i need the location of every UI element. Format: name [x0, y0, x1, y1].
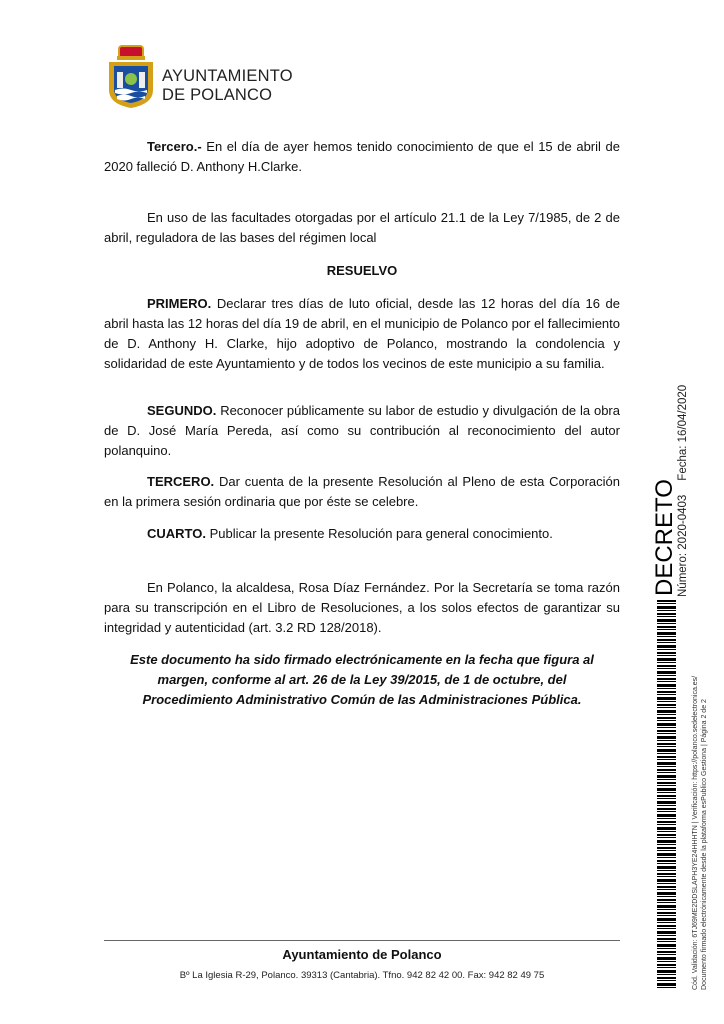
paragraph-facultades: En uso de las facultades otorgadas por el artículo 21.1 de la Ley 7/1985, de 2 de abril, reguladora de las bases del régimen local — [104, 210, 620, 245]
p3-bold: PRIMERO. — [147, 296, 212, 311]
p1-text: En el día de ayer hemos tenido conocimiento de que el 15 de abril de 2020 falleció D. Anthony H.Clarke. — [104, 139, 620, 174]
p4-text: Reconocer públicamente su labor de estudio y divulgación de la obra de D. José María Pereda, así como su contribución al reconocimiento del autor polanquino. — [104, 403, 620, 458]
decreto-number: Número: 2020-0403 — [677, 494, 689, 597]
p5-text: Dar cuenta de la presente Resolución al Pleno de esta Corporación en la primera sesión ordinaria que por éste se celebre. — [104, 474, 620, 509]
paragraph-firma: En Polanco, la alcaldesa, Rosa Díaz Fernández. Por la Secretaría se toma razón para su transcripción en el Libro de Resoluciones, a los solos efectos de garantizar su integridad y autenticidad (art. 3.2 RD 128/2018). — [104, 580, 620, 635]
p4-bold: SEGUNDO. — [147, 403, 217, 418]
logo-line1: AYUNTAMIENTO — [162, 67, 293, 85]
p5-bold: TERCERO. — [147, 474, 215, 489]
decreto-label: DECRETO — [651, 479, 678, 596]
decreto-date: Fecha: 16/04/2020 — [677, 384, 689, 481]
footer-divider — [104, 940, 620, 941]
footer-name: Ayuntamiento de Polanco — [282, 947, 442, 962]
logo-text — [162, 67, 293, 105]
paragraph-tercero-intro — [104, 137, 620, 177]
paragraph-tercero — [104, 472, 620, 512]
paragraph-cuarto — [104, 524, 620, 544]
resuelvo-heading: RESUELVO — [326, 263, 398, 278]
logo-line2: DE POLANCO — [162, 86, 273, 104]
coat-of-arms-logo — [105, 44, 157, 110]
validation-text — [692, 676, 709, 990]
p1-bold: Tercero.- — [147, 139, 202, 154]
decreto-meta — [677, 371, 689, 597]
signature-note: Este documento ha sido firmado electrónicamente en la fecha que figura al margen, conforme al art. 26 de la Ley 39/2015, de 1 de octubre, del Procedimiento Administrativo Común de las Administraciones Pública. — [130, 652, 594, 707]
p6-text: Publicar la presente Resolución para general conocimiento. — [205, 526, 553, 541]
p6-bold: CUARTO. — [147, 526, 206, 541]
footer-address: Bº La Iglesia R-29, Polanco. 39313 (Cantabria). Tfno. 942 82 42 00. Fax: 942 82 49 75 — [179, 970, 545, 981]
validation-code: Cód. Validación: 6TJ69ME2DDSLAPH3YE24HHHTN | Verificación: https://polanco.sedelectronica.es/ — [692, 675, 699, 990]
barcode — [657, 600, 676, 990]
paragraph-segundo — [104, 401, 620, 461]
paragraph-primero — [104, 294, 620, 374]
p3-text: Declarar tres días de luto oficial, desde las 12 horas del día 16 de abril hasta las 12 horas del día 19 de abril, en el municipio de Polanco por el fallecimiento de D. Anthony H. Clarke, hijo adoptivo de Polanco, mostrando la condolencia y solidaridad de este Ayuntamiento y de todos los vecinos de este municipio a su familia. — [104, 296, 620, 371]
platform-text: Documento firmado electrónicamente desde la plataforma esPublico Gestiona | Página 2 de 2 — [700, 699, 708, 990]
